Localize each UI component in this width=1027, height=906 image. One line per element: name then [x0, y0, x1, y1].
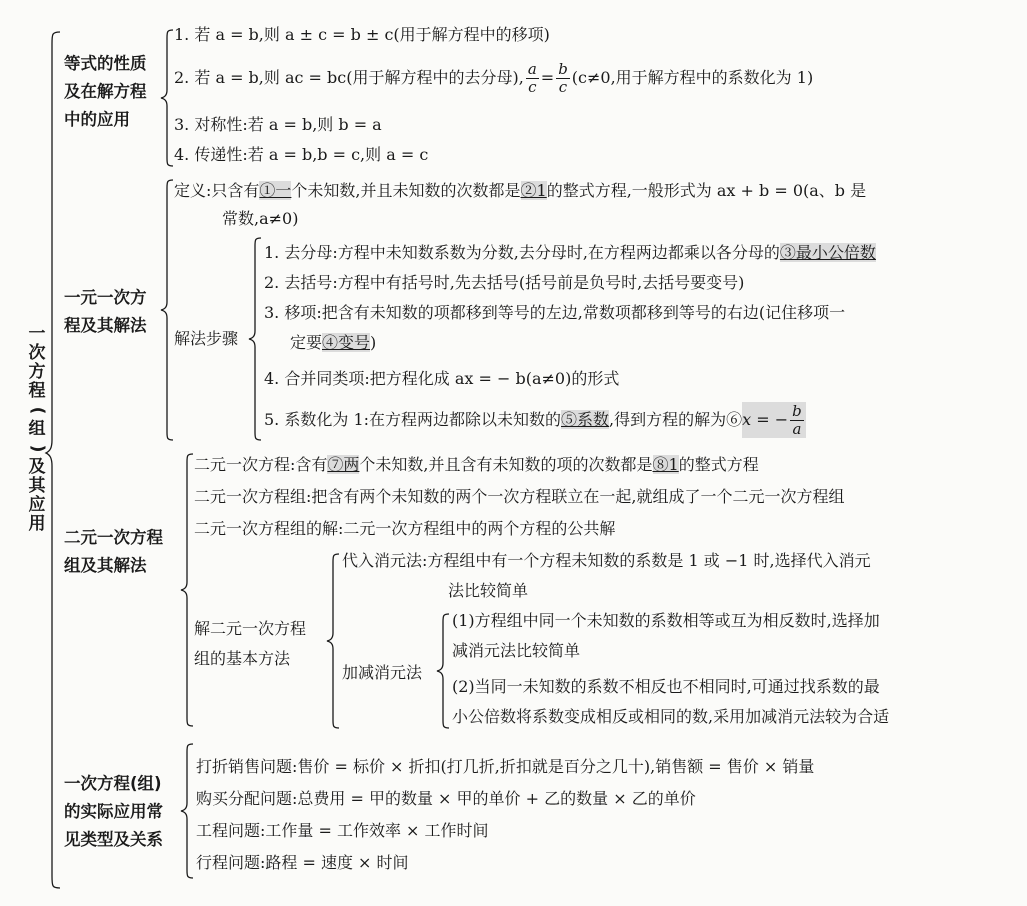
sec1-item-2-post: (c≠0,用于解方程中的系数化为 1): [571, 68, 814, 87]
root-title-char: 及: [28, 457, 46, 477]
root-title-char: 次: [28, 343, 46, 363]
sec1-item-3: 3. 对称性:若 a = b,则 b = a: [174, 115, 382, 134]
elimination-case-1-cont: 减消元法比较简单: [452, 641, 581, 660]
steps-bracket: [248, 236, 264, 442]
sec1-heading-line: 及在解方程: [64, 82, 147, 101]
answer-2: ②1: [520, 181, 547, 200]
method-bracket: [326, 552, 342, 730]
root-title-char: 一: [28, 324, 46, 344]
sec1-item-1: 1. 若 a = b,则 a ± c = b ± c(用于解方程中的移项): [174, 25, 550, 44]
jiajian-bracket: [436, 612, 452, 730]
root-title-char: 组: [28, 419, 46, 439]
sec3-heading-line: 二元一次方程: [64, 528, 163, 547]
sec3-line-1: [194, 454, 759, 476]
method-label-line: 组的基本方法: [194, 649, 291, 668]
definition-line: [174, 180, 866, 202]
sec1-heading: [64, 50, 147, 134]
sec3-text: 二元一次方程:含有: [194, 455, 328, 474]
step-5: [264, 402, 806, 438]
substitution-method: 代入消元法:方程组中有一个方程未知数的系数是 1 或 −1 时,选择代入消元: [342, 551, 871, 570]
purchase-problem: 购买分配问题:总费用 = 甲的数量 × 甲的单价 + 乙的数量 × 乙的单价: [196, 789, 696, 808]
step-text: ): [370, 333, 377, 352]
discount-problem: 打折销售问题:售价 = 标价 × 折扣(打几折,折扣就是百分之几十),销售额 = 售价 × 销量: [196, 757, 815, 776]
sec2-heading: [64, 284, 147, 340]
method-label: [194, 614, 306, 674]
root-title-char: 用: [28, 514, 46, 534]
root-title-char: ): [27, 444, 48, 453]
root-bracket: [44, 30, 64, 890]
sec4-bracket: [180, 742, 196, 880]
elimination-case-1: (1)方程组中同一个未知数的系数相等或互为相反数时,选择加: [452, 611, 880, 630]
step-2: 2. 去括号:方程中有括号时,先去括号(括号前是负号时,去括号要变号): [264, 273, 745, 292]
sec3-line-2: 二元一次方程组:把含有两个未知数的两个一次方程联立在一起,就组成了一个二元一次方程组: [194, 487, 845, 506]
sec3-heading: [64, 524, 163, 580]
fraction-denominator: c: [558, 78, 568, 96]
definition-text: 定义:只含有: [174, 181, 260, 200]
sec4-heading-line: 的实际应用常: [64, 802, 163, 821]
step-text: 1. 去分母:方程中未知数系数为分数,去分母时,在方程两边都乘以各分母的: [264, 243, 780, 262]
fraction-numerator: a: [527, 60, 537, 78]
sec1-item-2: [174, 60, 813, 96]
answer-6-text: x = −: [742, 410, 789, 429]
answer-7: ⑦两: [327, 455, 360, 474]
fraction-b-over-c: [556, 61, 570, 96]
definition-line-2: 常数,a≠0): [222, 209, 299, 228]
elimination-case-2-cont: 小公倍数将系数变成相反或相同的数,采用加减消元法较为合适: [452, 707, 890, 726]
definition-text: 个未知数,并且未知数的次数都是: [291, 181, 521, 200]
definition-text: 的整式方程,一般形式为 ax + b = 0(a、b 是: [546, 181, 867, 200]
answer-6: [742, 402, 806, 438]
step-1: [264, 242, 876, 264]
answer-3: ③最小公倍数: [779, 243, 876, 262]
fraction-a-over-c: [526, 61, 539, 96]
sec4-heading: [64, 770, 163, 854]
sec3-text: 个未知数,并且含有未知数的项的次数都是: [359, 455, 653, 474]
sec4-heading-line: 一次方程(组): [64, 774, 162, 793]
fraction-b-over-a: [790, 403, 804, 438]
sec3-text: 的整式方程: [678, 455, 759, 474]
root-title-char: (: [27, 406, 48, 415]
equals-sign: =: [540, 68, 555, 87]
fraction-denominator: c: [528, 78, 537, 96]
root-title-char: 程: [28, 381, 46, 401]
answer-4: ④变号: [322, 333, 371, 352]
sec1-item-2-pre: 2. 若 a = b,则 ac = bc(用于解方程中的去分母),: [174, 68, 524, 87]
steps-label: 解法步骤: [174, 329, 239, 348]
answer-5: ⑤系数: [561, 410, 610, 429]
sec1-heading-line: 等式的性质: [64, 54, 147, 73]
root-title-char: 方: [28, 362, 46, 382]
travel-problem: 行程问题:路程 = 速度 × 时间: [196, 853, 409, 872]
sec3-heading-line: 组及其解法: [64, 556, 147, 575]
step-text: ,得到方程的解为⑥: [609, 410, 743, 429]
sec2-bracket: [160, 178, 176, 442]
answer-8: ⑧1: [652, 455, 679, 474]
step-3: 3. 移项:把含有未知数的项都移到等号的左边,常数项都移到等号的右边(记住移项一: [264, 303, 846, 322]
sec2-heading-line: 程及其解法: [64, 316, 147, 335]
sec3-line-3: 二元一次方程组的解:二元一次方程组中的两个方程的公共解: [194, 519, 616, 538]
fraction-numerator: b: [792, 402, 802, 420]
work-problem: 工程问题:工作量 = 工作效率 × 工作时间: [196, 821, 489, 840]
root-title-char: 其: [28, 476, 46, 496]
step-3-cont: [290, 332, 376, 354]
sec2-heading-line: 一元一次方: [64, 288, 147, 307]
step-text: 5. 系数化为 1:在方程两边都除以未知数的: [264, 410, 562, 429]
fraction-denominator: a: [792, 420, 802, 438]
substitution-method-cont: 法比较简单: [448, 581, 529, 600]
step-4: 4. 合并同类项:把方程化成 ax = − b(a≠0)的形式: [264, 369, 620, 388]
elimination-case-2: (2)当同一未知数的系数不相反也不相同时,可通过找系数的最: [452, 677, 880, 696]
method-label-line: 解二元一次方程: [194, 619, 307, 638]
root-title-char: 应: [28, 495, 46, 515]
step-text: 定要: [290, 333, 323, 352]
sec1-item-4: 4. 传递性:若 a = b,b = c,则 a = c: [174, 145, 429, 164]
sec4-heading-line: 见类型及关系: [64, 830, 163, 849]
sec1-heading-line: 中的应用: [64, 110, 130, 129]
elimination-label: 加减消元法: [342, 663, 423, 682]
answer-1: ①一: [259, 181, 292, 200]
fraction-numerator: b: [558, 60, 568, 78]
